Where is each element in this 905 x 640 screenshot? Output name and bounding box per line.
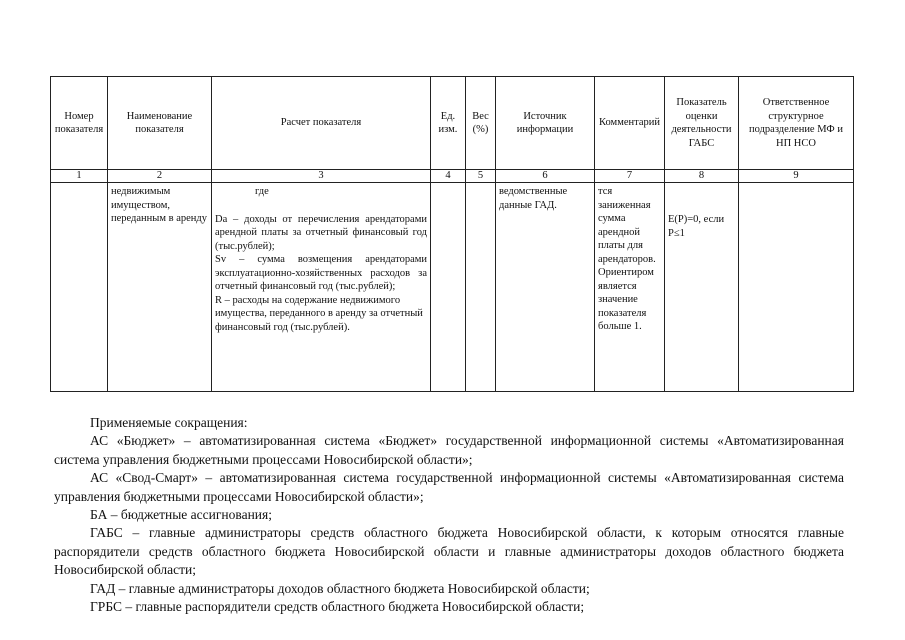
column-number: 4 [431,170,466,183]
column-number: 8 [665,170,739,183]
abbreviations-section [54,414,844,616]
column-number-row [51,170,854,183]
column-number: 3 [212,170,431,183]
cell-unit [431,183,466,392]
cell-calculation [212,183,431,392]
header-department: Ответственное структурное подразделение МФ и НП НСО [739,77,854,170]
header-number: Номер показателя [51,77,108,170]
evaluation-formula: E(P)=0, если P≤1 [668,214,725,239]
header-comment: Комментарий [595,77,665,170]
header-source: Источник информации [496,77,595,170]
header-evaluation: Показатель оценки деятельности ГАБС [665,77,739,170]
column-number: 1 [51,170,108,183]
abbreviation-item: ГАД – главные администраторы доходов областного бюджета Новосибирской области; [90,580,590,596]
indicator-table [50,76,854,392]
calc-sv: Sv – сумма возмещения арендаторами эксплуатационно-хозяйственных расходов за отчетный финансовый год (тыс.рублей); [215,254,427,292]
abbreviation-item: АС «Бюджет» – автоматизированная система «Бюджет» государственной информационной системы «Автоматизированная система управления бюджетными процессами Новосибирской области»; [54,433,844,467]
cell-comment: тся заниженная сумма арендной платы для арендаторов. Ориентиром является значение показателя больше 1. [595,183,665,392]
column-number: 7 [595,170,665,183]
cell-source: ведомственные данные ГАД. [496,183,595,392]
cell-weight [466,183,496,392]
calc-where: где [255,186,269,197]
abbreviation-item: БА – бюджетные ассигнования; [90,507,272,523]
table-row [51,183,854,392]
column-number: 2 [108,170,212,183]
column-number: 6 [496,170,595,183]
column-number: 9 [739,170,854,183]
calc-r: R – расходы на содержание недвижимого имущества, переданного в аренду за отчетный финансовый год (тыс.рублей). [215,294,423,333]
abbreviations-heading: Применяемые сокращения: [90,415,248,430]
cell-evaluation [665,183,739,392]
cell-number [51,183,108,392]
abbreviation-item: ГАБС – главные администраторы средств областного бюджета Новосибирской области, к которым относятся главные распорядители средств областного бюджета Новосибирской области и главные администраторы доходов областного бюджета Новосибирской области; [54,525,844,578]
header-unit: Ед. изм. [431,77,466,170]
abbreviation-item: ГРБС – главные распорядители средств областного бюджета Новосибирской области; [90,599,585,615]
abbreviation-item: АС «Свод-Смарт» – автоматизированная система государственной информационной системы «Автоматизированная система управления бюджетными процессами Новосибирской области»; [54,470,844,504]
header-name: Наименование показателя [108,77,212,170]
calc-da: Da – доходы от перечисления арендаторами арендной платы за отчетный финансовый год (тыс.рублей); [215,213,427,252]
header-calculation: Расчет показателя [212,77,431,170]
cell-department [739,183,854,392]
header-row [51,77,854,170]
cell-name: недвижимым имуществом, переданным в аренду [108,183,212,392]
header-weight: Вес (%) [466,77,496,170]
column-number: 5 [466,170,496,183]
